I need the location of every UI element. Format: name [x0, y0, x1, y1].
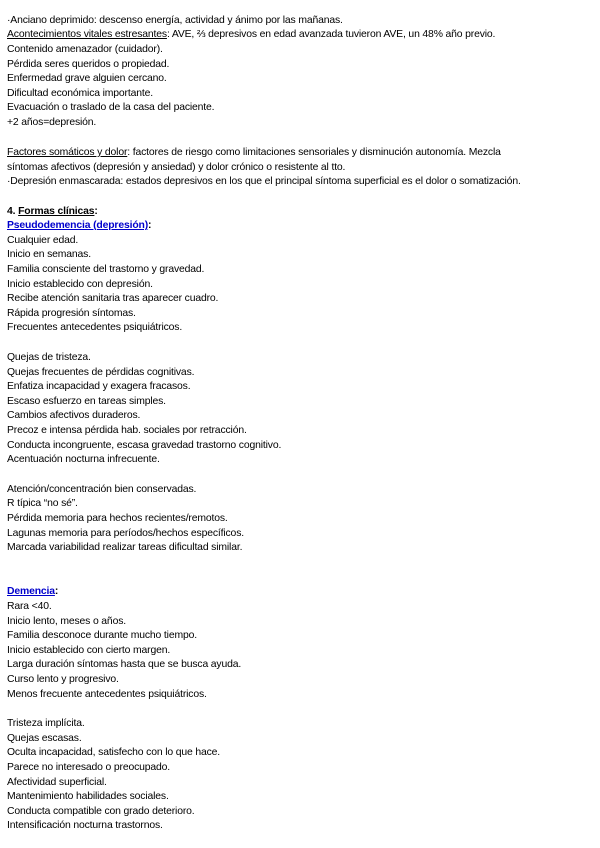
list-item: Evacuación o traslado de la casa del paciente.: [7, 102, 215, 113]
list-item: Menos frecuente antecedentes psiquiátricos.: [7, 689, 207, 700]
list-item: Frecuentes antecedentes psiquiátricos.: [7, 322, 183, 333]
pseudo-heading-line: [7, 219, 151, 232]
section-title: Formas clínicas: [18, 206, 95, 217]
somatic-line: [7, 146, 501, 159]
list-item: Conducta compatible con grado deterioro.: [7, 806, 195, 817]
section-heading: [7, 205, 98, 218]
list-item: Recibe atención sanitaria tras aparecer cuadro.: [7, 293, 219, 304]
list-item: Intensificación nocturna trastornos.: [7, 820, 163, 831]
list-item: Dificultad económica importante.: [7, 88, 153, 99]
list-item: Acentuación nocturna infrecuente.: [7, 454, 160, 465]
somatic-line-3: ·Depresión enmascarada: estados depresivos en los que el principal síntoma superficial es el dolor o somatización.: [7, 176, 521, 187]
list-item: Tristeza implícita.: [7, 718, 85, 729]
list-item: Inicio en semanas.: [7, 249, 91, 260]
list-item: Inicio lento, meses o años.: [7, 616, 126, 627]
list-item: Parece no interesado o preocupado.: [7, 762, 171, 773]
list-item: Conducta incongruente, escasa gravedad trastorno cognitivo.: [7, 440, 282, 451]
demencia-colon: :: [54, 586, 59, 597]
somatic-label: Factores somáticos y dolor: [7, 147, 128, 158]
list-item: Pérdida seres queridos o propiedad.: [7, 59, 170, 70]
list-item: Oculta incapacidad, satisfecho con lo que hace.: [7, 747, 221, 758]
list-item: Familia consciente del trastorno y gravedad.: [7, 264, 205, 275]
list-item: Marcada variabilidad realizar tareas dificultad similar.: [7, 542, 243, 553]
list-item: Enfatiza incapacidad y exagera fracasos.: [7, 381, 191, 392]
ave-label: Acontecimientos vitales estresantes: [7, 29, 167, 40]
pseudo-heading: Pseudodemencia (depresión): [7, 220, 149, 231]
list-item: Lagunas memoria para períodos/hechos específicos.: [7, 528, 244, 539]
list-item: Quejas frecuentes de pérdidas cognitivas.: [7, 367, 195, 378]
section-colon: :: [94, 206, 98, 217]
somatic-line-2: síntomas afectivos (depresión y ansiedad) y dolor crónico o resistente al tto.: [7, 162, 346, 173]
list-item: +2 años=depresión.: [7, 117, 97, 128]
list-item: Atención/concentración bien conservadas.: [7, 484, 197, 495]
list-item: Quejas escasas.: [7, 733, 82, 744]
pseudo-colon: :: [148, 220, 152, 231]
demencia-heading-line: [7, 585, 58, 598]
somatic-text: : factores de riesgo como limitaciones sensoriales y disminución autonomía. Mezcla: [127, 147, 501, 158]
list-item: Precoz e intensa pérdida hab. sociales por retracción.: [7, 425, 247, 436]
section-number: 4.: [7, 206, 19, 217]
demencia-heading: Demencia: [7, 586, 55, 597]
list-item: Inicio establecido con depresión.: [7, 279, 153, 290]
list-item: Larga duración síntomas hasta que se busca ayuda.: [7, 659, 242, 670]
list-item: Cambios afectivos duraderos.: [7, 410, 141, 421]
list-item: Quejas de tristeza.: [7, 352, 91, 363]
list-item: Contenido amenazador (cuidador).: [7, 44, 163, 55]
list-item: Enfermedad grave alguien cercano.: [7, 73, 167, 84]
ave-text: : AVE, ⅔ depresivos en edad avanzada tuvieron AVE, un 48% año previo.: [166, 29, 496, 40]
list-item: Escaso esfuerzo en tareas simples.: [7, 396, 166, 407]
list-item: Cualquier edad.: [7, 235, 79, 246]
list-item: Rápida progresión síntomas.: [7, 308, 136, 319]
list-item: Pérdida memoria para hechos recientes/remotos.: [7, 513, 228, 524]
list-item: Rara <40.: [7, 601, 52, 612]
list-item: Familia desconoce durante mucho tiempo.: [7, 630, 197, 641]
list-item: R típica “no sé”.: [7, 498, 78, 509]
list-item: Afectividad superficial.: [7, 777, 107, 788]
list-item: Inicio establecido con cierto margen.: [7, 645, 171, 656]
ave-line: [7, 28, 495, 41]
list-item: Curso lento y progresivo.: [7, 674, 119, 685]
intro-line: ·Anciano deprimido: descenso energía, actividad y ánimo por las mañanas.: [7, 15, 343, 26]
list-item: Mantenimiento habilidades sociales.: [7, 791, 169, 802]
